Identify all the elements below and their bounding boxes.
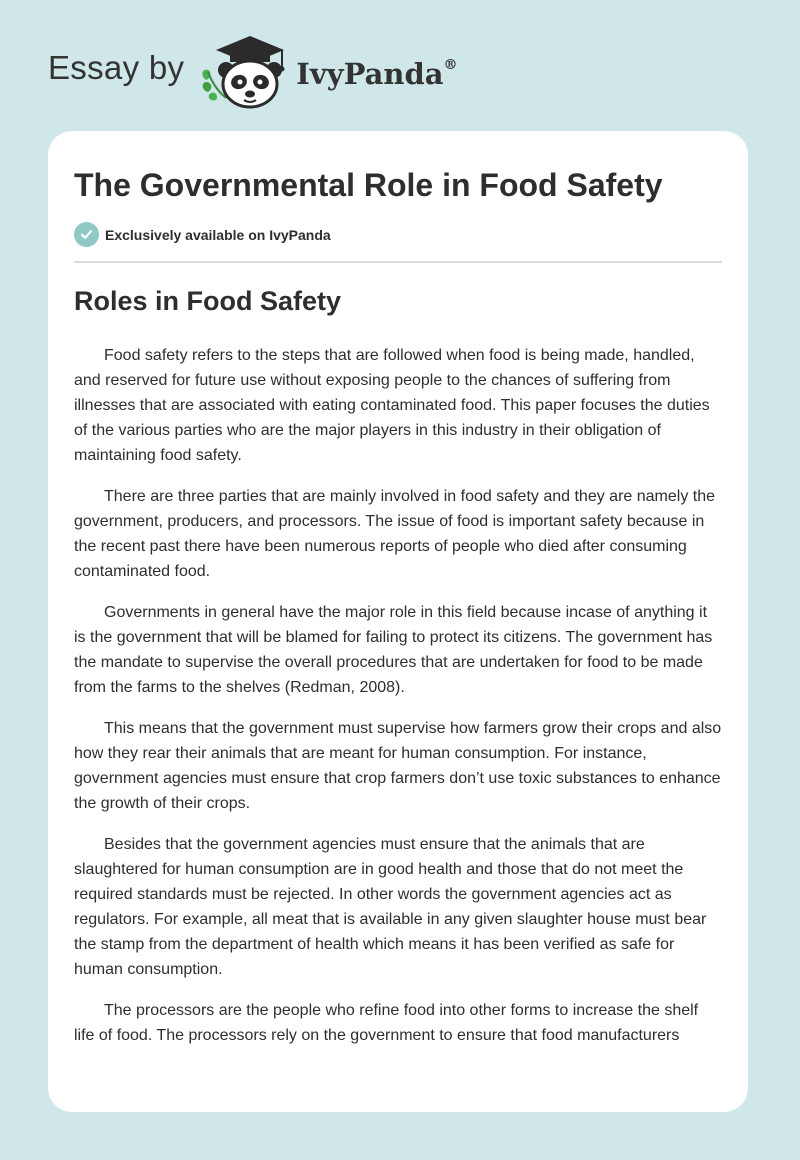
essay-title: The Governmental Role in Food Safety — [74, 167, 663, 203]
paragraph: Food safety refers to the steps that are followed when food is being made, handled, and reserved for future use without exposing people to the chances of suffering from illnesses that are associated with eating contaminated food. This paper focuses the duties of the various parties who are the major players in this industry in their obligation of maintaining food safety. — [74, 347, 710, 464]
divider — [74, 261, 722, 263]
check-circle-icon — [74, 222, 99, 247]
badge-text: Exclusively available on IvyPanda — [105, 226, 331, 243]
paragraph: There are three parties that are mainly involved in food safety and they are namely the government, producers, and processors. The issue of food is important safety because in the recent past there have been numerous reports of people who died after consuming contaminated food. — [74, 488, 716, 580]
essay-card — [48, 131, 748, 1112]
essay-body — [74, 343, 722, 1064]
paragraph: Besides that the government agencies must ensure that the animals that are slaughtered for human consumption are in good health and those that do not meet the required standards must be rejected. In other words the government agencies act as regulators. For example, all meat that is available in any given slaughter house must bear the stamp from the department of health which means it has been verified as safe for human consumption. — [74, 836, 707, 978]
paragraph: The processors are the people who refine food into other forms to increase the shelf life of food. The processors rely on the government to ensure that food manufacturers — [74, 1002, 699, 1044]
brand-text: IvyPanda — [296, 57, 444, 91]
section-heading: Roles in Food Safety — [74, 286, 342, 316]
exclusive-badge — [74, 222, 331, 247]
registered-mark: ® — [443, 57, 458, 74]
site-header — [48, 32, 458, 112]
brand-name[interactable] — [296, 57, 457, 91]
panda-logo-icon[interactable] — [198, 32, 290, 112]
essay-by-label: Essay by — [48, 49, 185, 86]
paragraph: Governments in general have the major role in this field because incase of anything it is the government that will be blamed for failing to protect its citizens. The government has the mandate to supervise the overall procedures that are undertaken for food to be made from the farms to the shelves (Redman, 2008). — [74, 604, 713, 696]
paragraph: This means that the government must supervise how farmers grow their crops and also how they rear their animals that are meant for human consumption. For instance, government agencies must ensure that crop farmers don’t use toxic substances to enhance the growth of their crops. — [74, 720, 722, 812]
